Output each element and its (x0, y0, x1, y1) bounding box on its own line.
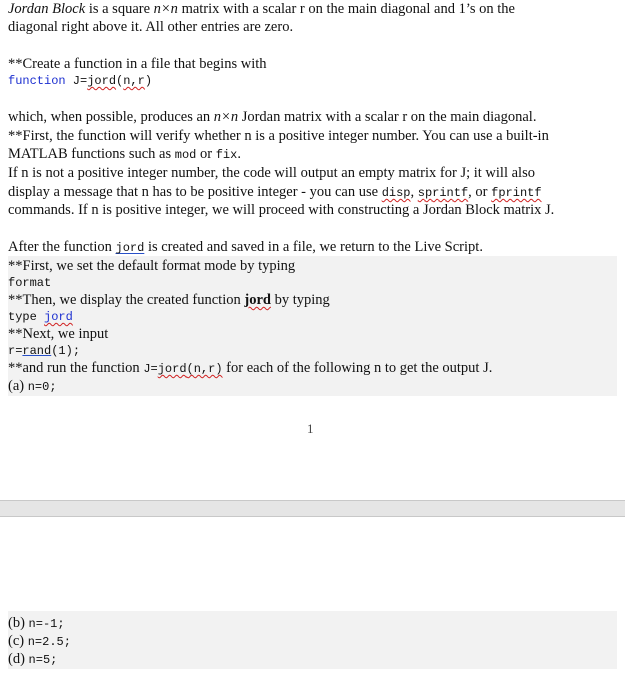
fix-code: fix (215, 148, 238, 162)
jordan-block-term: Jordan Block (8, 1, 86, 17)
display-text-1: **Then, we display the created function (8, 292, 245, 308)
format-instruction: **First, we set the default format mode by typing (8, 258, 296, 274)
run-instruction (8, 359, 615, 378)
run-text-1: **and run the function (8, 360, 144, 376)
item-a (8, 377, 615, 396)
run-code-args: (n,r) (186, 362, 223, 376)
which-line (8, 108, 615, 126)
type-jord-arg: jord (44, 310, 73, 324)
mod-code: mod (174, 148, 197, 162)
format-command: format (8, 276, 52, 290)
function-keyword: function (8, 74, 66, 88)
first-line-1: **First, the function will verify whether n is a positive integer number. You can use a built-in (8, 128, 549, 144)
item-b-code: n=-1; (28, 617, 65, 631)
which-text-2: Jordan matrix with a scalar r on the main diagonal. (238, 109, 537, 125)
rand-assign: r= (8, 344, 23, 358)
rand-code-line (8, 341, 615, 360)
fprintf-code: fprintf (491, 186, 542, 200)
function-close-paren: ) (144, 74, 153, 88)
function-name-jord: jord (87, 74, 117, 88)
first-line-2-text: MATLAB functions such as (8, 146, 175, 162)
item-c (8, 632, 615, 651)
first-or: or (196, 146, 216, 162)
display-text-2: by typing (270, 292, 330, 308)
after-jord-code: jord (115, 241, 145, 255)
notpos-or: , or (468, 184, 492, 200)
item-c-label: (c) (8, 633, 28, 649)
intro-line-2: diagonal right above it. All other entries are zero. (8, 19, 294, 35)
run-text-2: for each of the following n to get the output J. (222, 360, 493, 376)
sprintf-code: sprintf (417, 186, 469, 200)
run-code-j: J= (143, 362, 158, 376)
which-text-1: which, when possible, produces an (8, 109, 214, 125)
notpos-line-2 (8, 183, 615, 202)
function-args: n,r (123, 74, 145, 88)
notpos-line-3: commands. If n is positive integer, we will proceed with constructing a Jordan Block matrix J. (8, 202, 555, 218)
page-break-band (0, 500, 625, 517)
item-b-label: (b) (8, 615, 29, 631)
item-d-code: n=5; (28, 653, 58, 667)
create-instruction: **Create a function in a file that begins with (8, 56, 267, 72)
intro-line-1 (8, 0, 615, 18)
rand-arg: (1); (51, 344, 81, 358)
item-d-label: (d) (8, 651, 29, 667)
intro-text-2: matrix with a scalar r on the main diagonal and 1’s on the (177, 1, 515, 17)
after-text-1: After the function (8, 239, 116, 255)
notpos-line-1: If n is not a positive integer number, the code will output an empty matrix for J; it will also (8, 165, 535, 181)
function-signature (8, 71, 615, 90)
nxn-symbol: n×n (153, 1, 178, 17)
display-jord-bold: jord (244, 292, 271, 308)
intro-text-1: is a square (85, 1, 154, 17)
run-code-jord: jord (157, 362, 187, 376)
after-text-2: is created and saved in a file, we return to the Live Script. (144, 239, 483, 255)
page-number: 1 (307, 421, 314, 436)
after-line (8, 238, 615, 257)
function-open-paren: ( (116, 74, 124, 88)
type-command: type (8, 310, 45, 324)
item-a-code: n=0; (27, 380, 57, 394)
notpos-line-2-text: display a message that n has to be positive integer - you can use (8, 184, 382, 200)
type-code-line (8, 307, 615, 326)
item-c-code: n=2.5; (27, 635, 71, 649)
disp-code: disp (381, 186, 411, 200)
input-instruction: **Next, we input (8, 326, 109, 342)
first-line-2 (8, 145, 615, 164)
first-period: . (237, 146, 241, 162)
which-nxn: n×n (213, 109, 239, 125)
function-sig-j: J= (65, 74, 88, 88)
item-d (8, 650, 615, 669)
format-code (8, 273, 615, 292)
rand-func: rand (22, 344, 52, 358)
item-a-label: (a) (8, 378, 28, 394)
item-b (8, 614, 615, 633)
notpos-comma: , (410, 184, 418, 200)
